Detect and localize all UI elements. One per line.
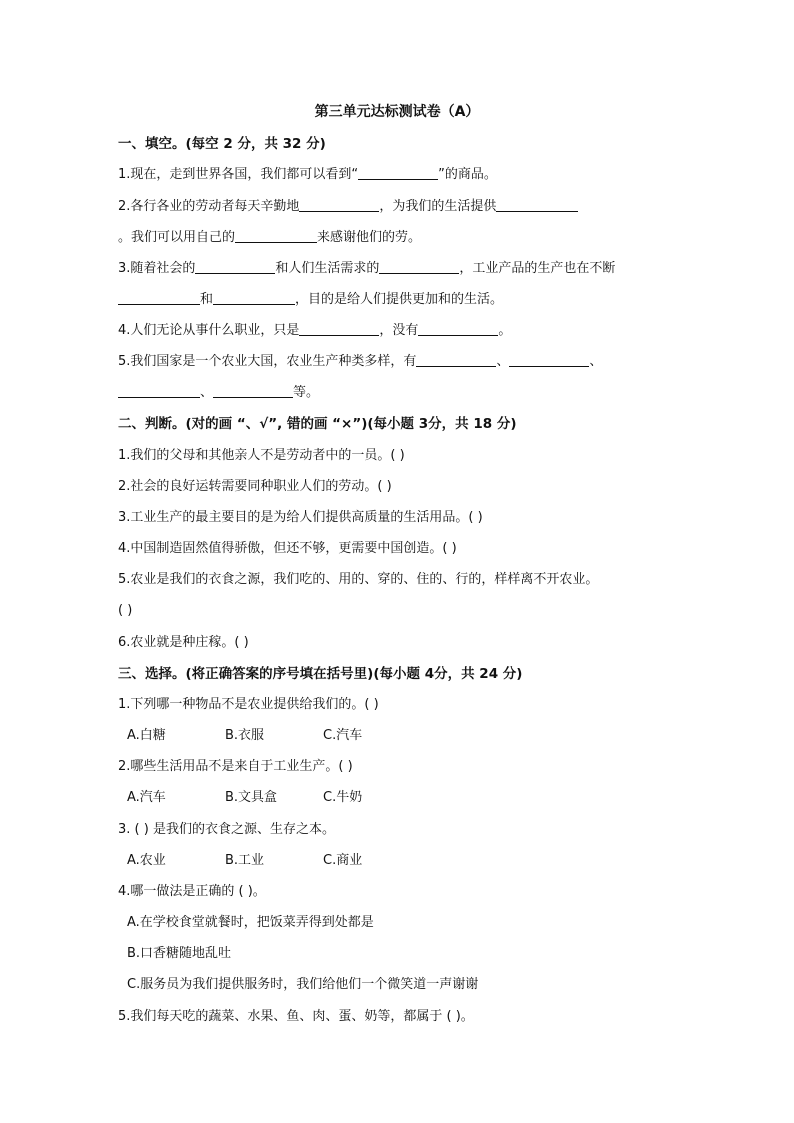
s2-question-6: 6.农业就是种庄稼。( ) — [118, 635, 249, 650]
option-b: B.工业 — [225, 853, 265, 868]
option-c: C.牛奶 — [323, 790, 363, 805]
s2-question-1: 1.我们的父母和其他亲人不是劳动者中的一员。( ) — [118, 448, 405, 463]
answer-blank — [213, 385, 293, 398]
section2-heading: 二、判断。(对的画 “、√”, 错的画 “×”)(每小题 3分，共 18 分) — [118, 416, 517, 432]
option-b: B.文具盒 — [225, 790, 278, 805]
s3-question-2-options — [118, 789, 421, 807]
s3-question-1: 1.下列哪一种物品不是农业提供给我们的。( ) — [118, 697, 379, 712]
s2-question-4: 4.中国制造固然值得骄傲，但还不够，更需要中国创造。( ) — [118, 541, 457, 556]
answer-blank — [299, 323, 379, 336]
option-a: A.白糖 — [127, 728, 166, 743]
s2-question-3: 3.工业生产的最主要目的是为给人们提供高质量的生活用品。( ) — [118, 510, 483, 525]
s3-question-1-options — [118, 727, 421, 745]
answer-blank — [195, 261, 275, 274]
page-title: 第三单元达标测试卷（A） — [314, 104, 480, 120]
answer-blank — [416, 354, 496, 367]
section3-heading: 三、选择。(将正确答案的序号填在括号里)(每小题 4分，共 24 分) — [118, 666, 523, 682]
section1-heading: 一、填空。(每空 2 分，共 32 分) — [118, 136, 326, 152]
s1-question-1: 1.现在，走到世界各国，我们都可以看到“ ”的商品。 — [118, 167, 497, 182]
option-a: A.农业 — [127, 853, 166, 868]
option-b: B.衣服 — [225, 728, 265, 743]
option-c: C.商业 — [323, 853, 363, 868]
answer-blank — [379, 261, 459, 274]
s1-question-5-cont: 、 等。 — [118, 384, 319, 402]
s1-question-2: 2.各行各业的劳动者每天辛勤地 ，为我们的生活提供 — [118, 198, 578, 216]
answer-blank — [235, 230, 317, 243]
s3-question-3: 3. ( ) 是我们的衣食之源、生存之本。 — [118, 822, 335, 837]
s1-question-4: 4.人们无论从事什么职业，只是 ，没有 。 — [118, 323, 512, 338]
answer-blank — [118, 385, 200, 398]
option-a: A.汽车 — [127, 790, 166, 805]
answer-blank — [358, 167, 438, 180]
s3-question-2: 2.哪些生活用品不是来自于工业生产。( ) — [118, 759, 353, 774]
answer-blank — [496, 199, 578, 212]
s3-question-4: 4.哪一做法是正确的 ( )。 — [118, 884, 266, 899]
s2-question-5: 5.农业是我们的衣食之源，我们吃的、用的、穿的、住的、行的，样样离不开农业。 — [118, 572, 599, 587]
s3-question-3-options — [118, 852, 421, 870]
s3-question-4-option-c: C.服务员为我们提供服务时，我们给他们一个微笑道一声谢谢 — [127, 977, 479, 992]
s3-question-4-option-b: B.口香糖随地乱吐 — [127, 946, 232, 961]
s2-question-2: 2.社会的良好运转需要同种职业人们的劳动。( ) — [118, 479, 392, 494]
answer-blank — [509, 354, 589, 367]
s1-question-3: 3.随着社会的 和人们生活需求的 ，工业产品的生产也在不断 — [118, 261, 616, 276]
answer-blank — [418, 323, 498, 336]
option-c: C.汽车 — [323, 728, 363, 743]
s1-question-2-cont: 。我们可以用自己的 来感谢他们的劳。 — [118, 230, 422, 245]
s1-question-5: 5.我们国家是一个农业大国，农业生产种类多样，有 、 、 — [118, 354, 603, 369]
s3-question-4-option-a: A.在学校食堂就餐时，把饭菜弄得到处都是 — [127, 915, 374, 930]
answer-blank — [213, 292, 295, 305]
answer-blank — [118, 292, 200, 305]
s3-question-5: 5.我们每天吃的蔬菜、水果、鱼、肉、蛋、奶等，都属于 ( )。 — [118, 1009, 474, 1024]
s2-question-5-bracket: ( ) — [118, 603, 133, 618]
s1-question-3-cont: 和 ，目的是给人们提供更加和的生活。 — [118, 291, 503, 309]
answer-blank — [299, 199, 379, 212]
